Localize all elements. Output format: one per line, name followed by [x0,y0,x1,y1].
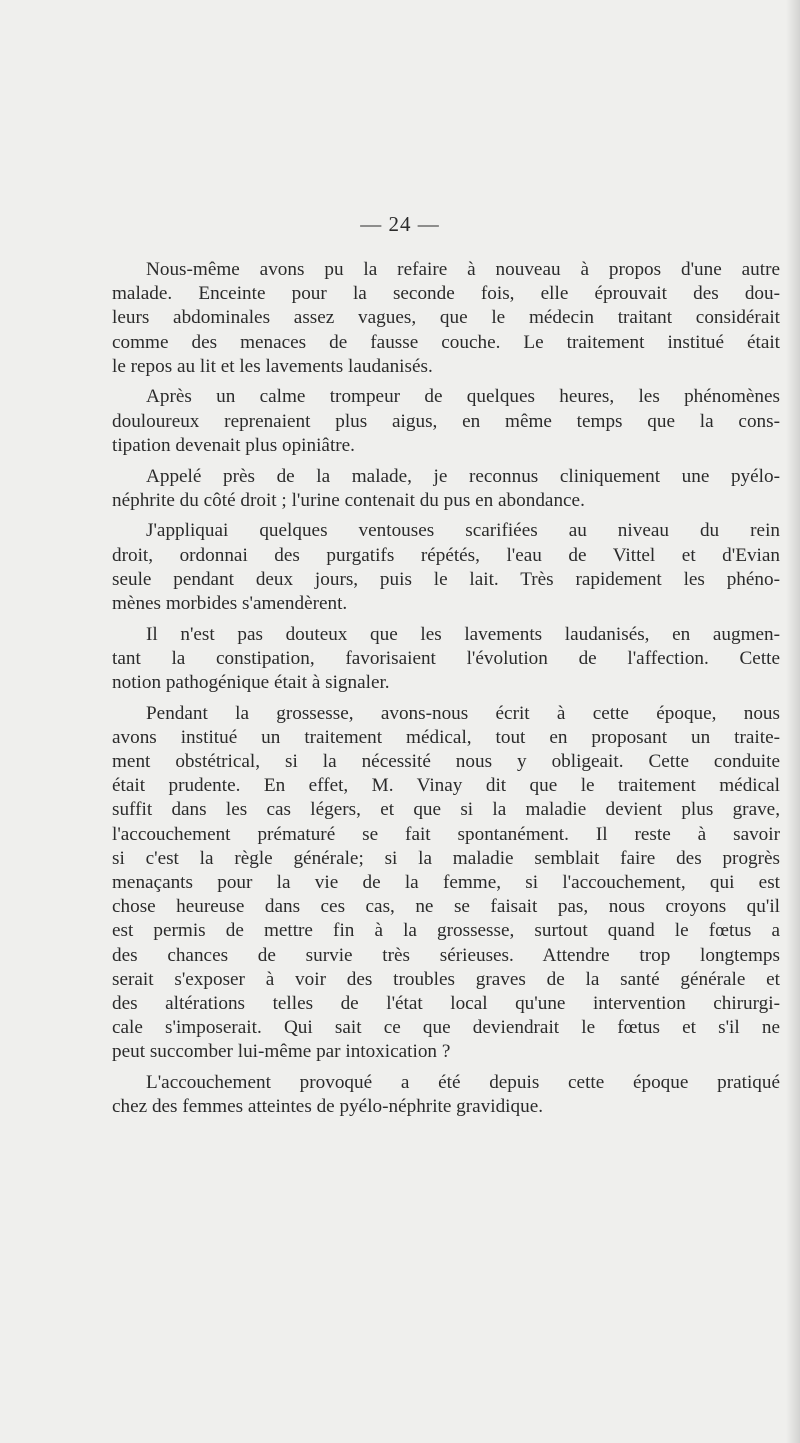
text-line: si c'est la règle générale; si la maladie semblait faire des progrès [112,847,780,869]
text-line: des altérations telles de l'état local qu'une intervention chirurgi- [112,992,780,1014]
text-line: malade. Enceinte pour la seconde fois, elle éprouvait des dou- [112,283,780,305]
text-line: seule pendant deux jours, puis le lait. Très rapidement les phéno- [112,568,780,590]
text-line: douloureux reprenaient plus aigus, en même temps que la cons- [112,410,780,432]
body-text [112,258,780,1126]
text-line: le repos au lit et les lavements laudanisés. [112,355,433,377]
text-line: droit, ordonnai des purgatifs répétés, l'eau de Vittel et d'Evian [112,544,780,566]
paragraph [112,465,780,513]
text-line: menaçants pour la vie de la femme, si l'accouchement, qui est [112,872,780,893]
text-line: était prudente. En effet, M. Vinay dit que le traitement médical [112,775,780,797]
text-line: néphrite du côté droit ; l'urine contenait du pus en abondance. [112,489,585,511]
text-line: l'accouchement prématuré se fait spontanément. Il reste à savoir [112,823,780,845]
text-line: peut succomber lui-même par intoxication ? [112,1041,451,1063]
text-line: comme des menaces de fausse couche. Le traitement institué était [112,331,780,353]
text-line: J'appliquai quelques ventouses scarifiées au niveau du rein [146,520,780,542]
paragraph [112,623,780,696]
text-line: avons institué un traitement médical, tout en proposant un traite- [112,726,780,748]
text-line: mènes morbides s'amendèrent. [112,592,348,614]
page-number: — 24 — [360,212,440,236]
paragraph [112,702,780,1065]
text-line: chez des femmes atteintes de pyélo-néphrite gravidique. [112,1096,544,1118]
text-line: serait s'exposer à voir des troubles graves de la santé générale et [112,968,780,990]
text-line: notion pathogénique était à signaler. [112,672,390,693]
text-line: tant la constipation, favorisaient l'évolution de l'affection. Cette [112,647,780,669]
page-edge-shadow [786,0,800,1443]
paragraph [112,519,780,616]
text-line: Pendant la grossesse, avons-nous écrit à cette époque, nous [146,702,780,724]
text-line: Après un calme trompeur de quelques heures, les phénomènes [146,386,780,408]
text-line: Il n'est pas douteux que les lavements laudanisés, en augmen- [146,623,780,645]
text-line: suffit dans les cas légers, et que si la maladie devient plus grave, [112,799,780,821]
text-line: des chances de survie très sérieuses. Attendre trop longtemps [112,944,780,966]
text-line: ment obstétrical, si la nécessité nous y obligeait. Cette conduite [112,751,780,773]
text-line: leurs abdominales assez vagues, que le médecin traitant considérait [112,307,780,329]
text-line: L'accouchement provoqué a été depuis cette époque pratiqué [146,1072,780,1093]
text-line: chose heureuse dans ces cas, ne se faisait pas, nous croyons qu'il [112,896,780,918]
paragraph [112,258,780,379]
text-line: est permis de mettre fin à la grossesse, surtout quand le fœtus a [112,920,780,942]
text-line: cale s'imposerait. Qui sait ce que deviendrait le fœtus et s'il ne [112,1017,780,1039]
text-line: tipation devenait plus opiniâtre. [112,434,355,456]
paragraph [112,385,780,458]
text-line: Appelé près de la malade, je reconnus cliniquement une pyélo- [146,465,780,487]
paragraph [112,1071,780,1119]
text-line: Nous-même avons pu la refaire à nouveau à propos d'une autre [146,259,780,280]
